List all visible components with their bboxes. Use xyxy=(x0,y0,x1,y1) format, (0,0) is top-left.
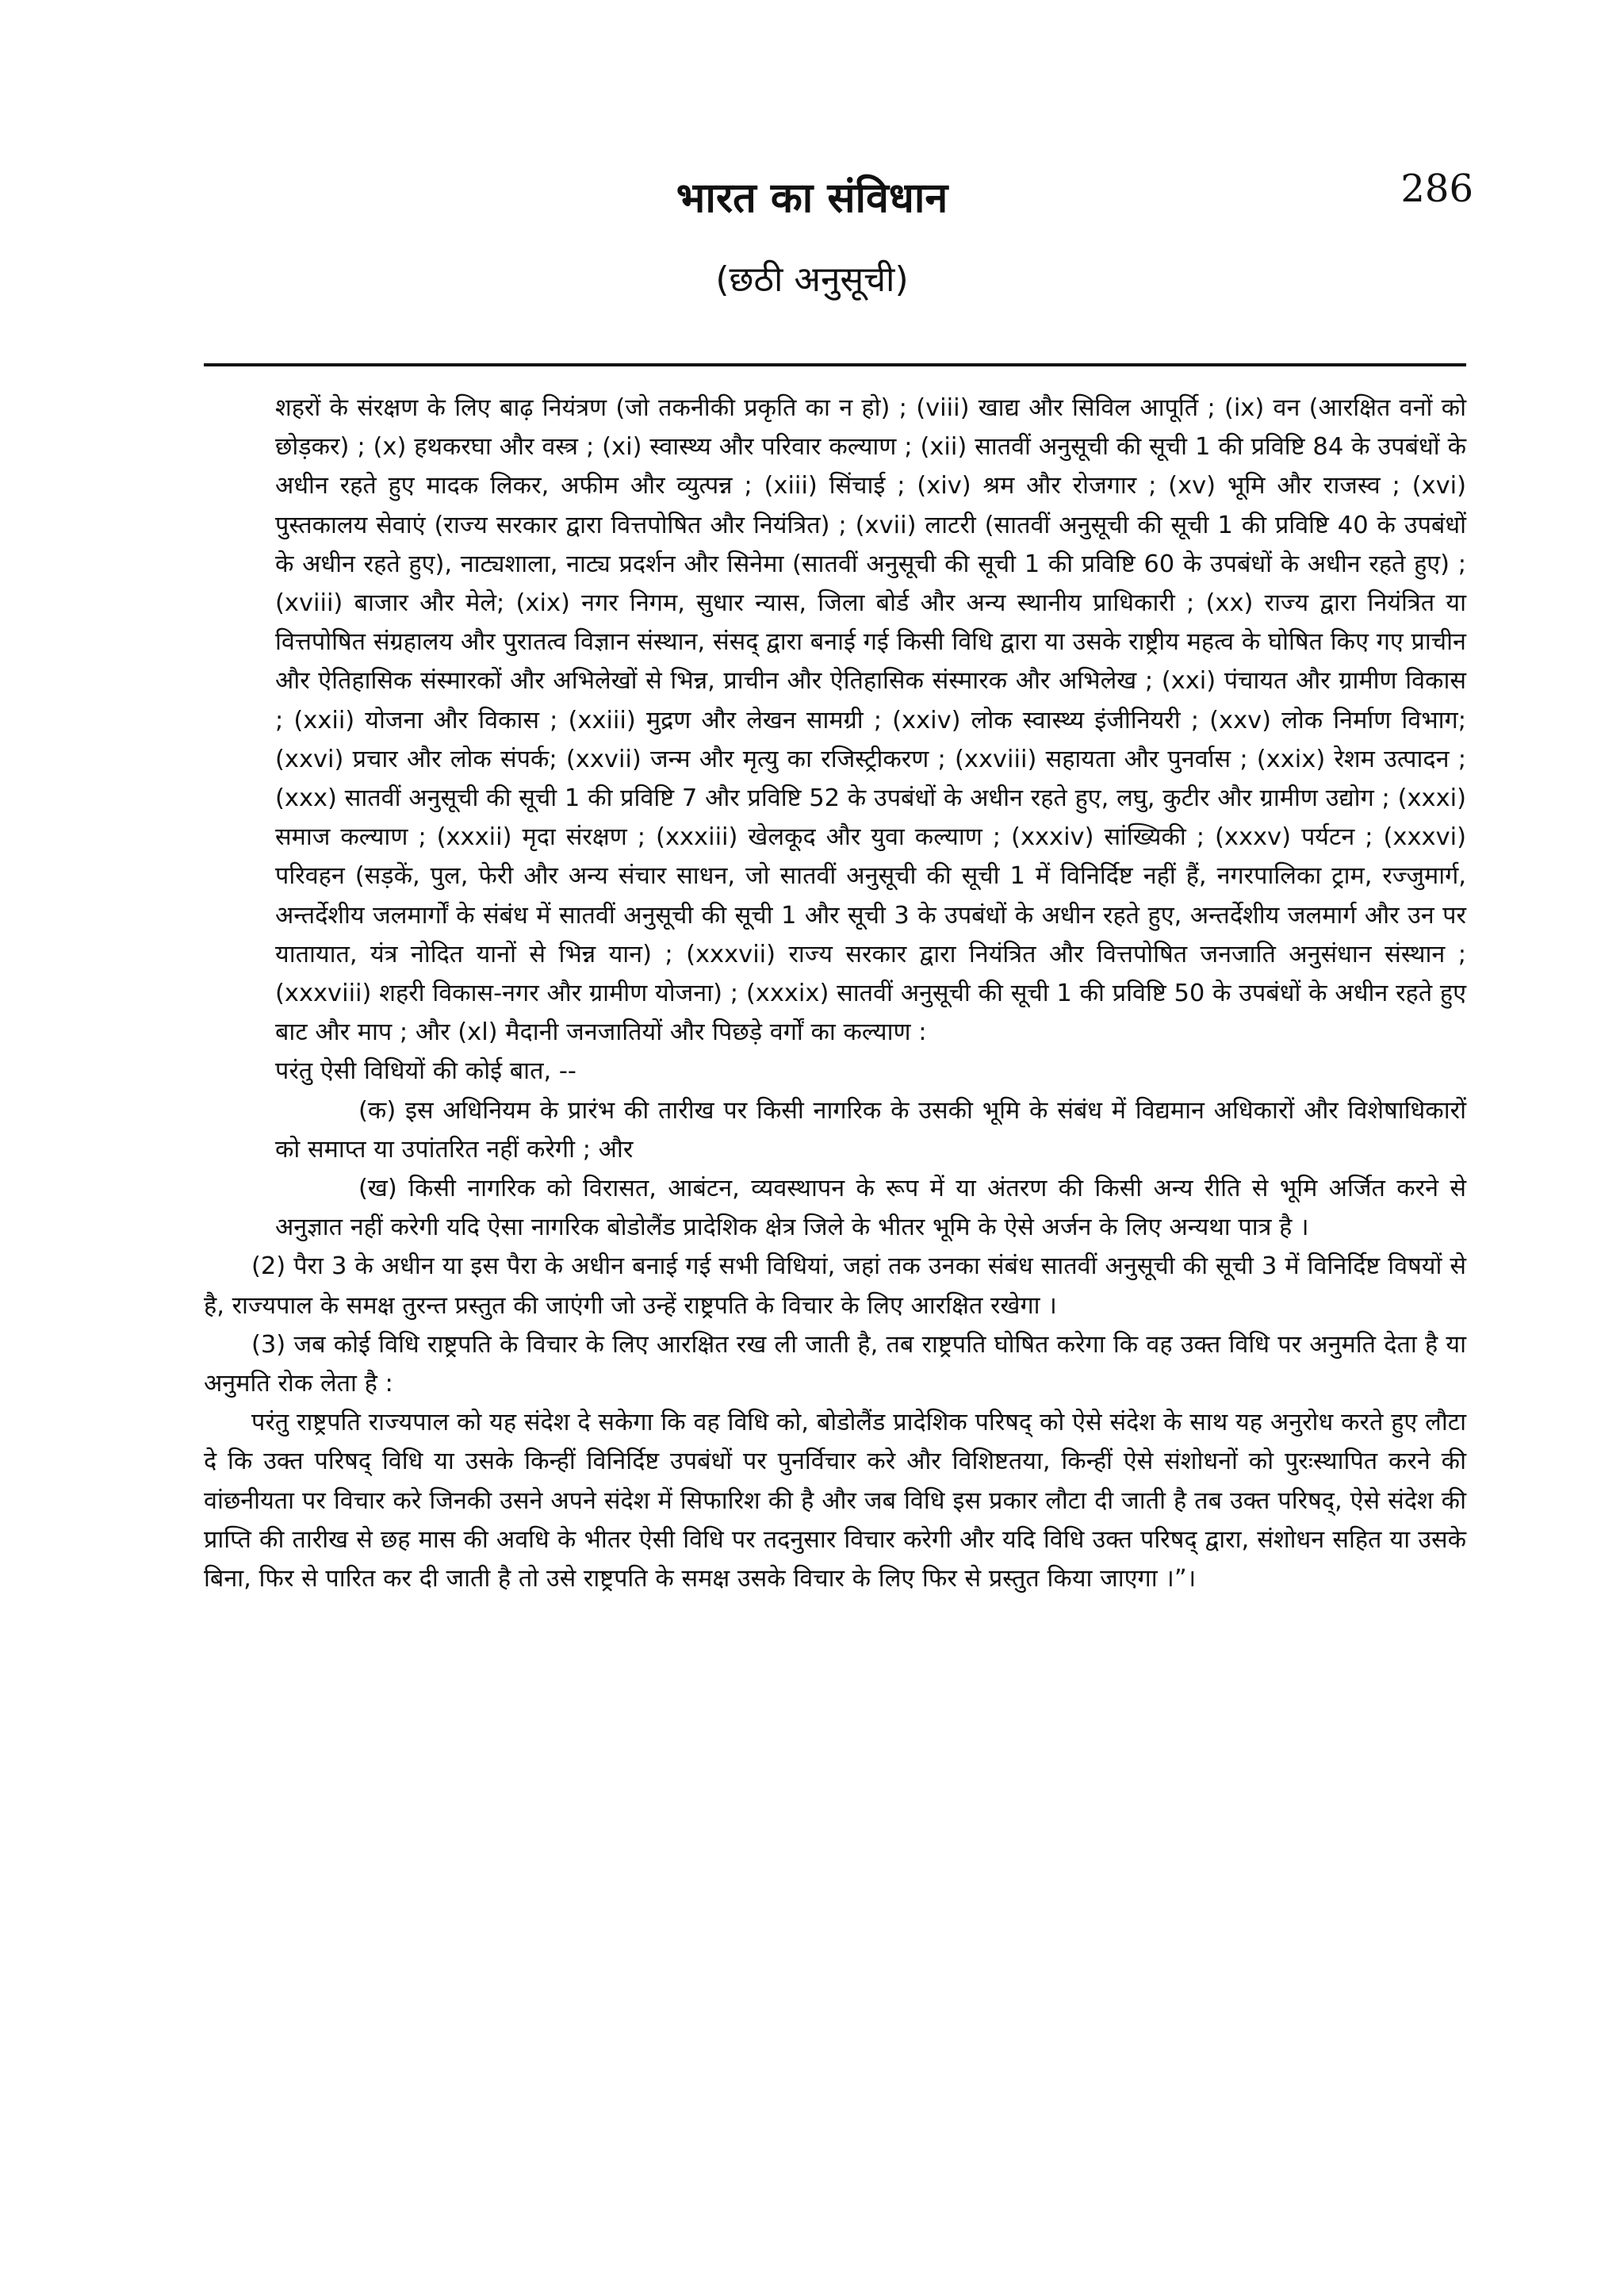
page-number: 286 xyxy=(1400,167,1473,211)
document-subtitle: (छठी अनुसूची) xyxy=(715,259,909,300)
document-body xyxy=(204,389,1466,1598)
paragraph-3-proviso: परंतु राष्ट्रपति राज्यपाल को यह संदेश दे सकेगा कि वह विधि को, बोडोलैंड प्रादेशिक परिषद् को ऐसे संदेश के साथ यह अनुरोध करते हुए लौटा दे कि उक्त परिषद् विधि या उसके किन्हीं विनिर्दिष्ट उपबंधों पर पुनर्विचार करे और विशिष्टतया, किन्हीं ऐसे संशोधनों को पुरःस्थापित करने की वांछनीयता पर विचार करे जिनकी उसने अपने संदेश में सिफारिश की है और जब विधि इस प्रकार लौटा दी जाती है तब उक्त परिषद्, ऐसे संदेश की प्राप्ति की तारीख से छह मास की अवधि के भीतर ऐसी विधि पर तदनुसार विचार करेगी और यदि विधि उक्त परिषद् द्वारा, संशोधन सहित या उसके बिना, फिर से पारित कर दी जाती है तो उसे राष्ट्रपति के समक्ष उसके विचार के लिए फिर से प्रस्तुत किया जाएगा ।”। xyxy=(204,1409,1466,1593)
clause-ka: (क) इस अधिनियम के प्रारंभ की तारीख पर किसी नागरिक के उसकी भूमि के संबंध में विद्यमान अधिकारों और विशेषाधिकारों को समाप्त या उपांतरित नहीं करेगी ; और xyxy=(275,1096,1466,1164)
list-continuation-paragraph: शहरों के संरक्षण के लिए बाढ़ नियंत्रण (जो तकनीकी प्रकृति का न हो) ; (viii) खाद्य और सिविल आपूर्ति ; (ix) वन (आरक्षित वनों को छोड़कर) ; (x) हथकरघा और वस्त्र ; (xi) स्वास्थ्य और परिवार कल्याण ; (xii) सातवीं अनुसूची की सूची 1 की प्रविष्टि 84 के उपबंधों के अधीन रहते हुए मादक लिकर, अफीम और व्युत्पन्न ; (xiii) सिंचाई ; (xiv) श्रम और रोजगार ; (xv) भूमि और राजस्व ; (xvi) पुस्तकालय सेवाएं (राज्य सरकार द्वारा वित्तपोषित और नियंत्रित) ; (xvii) लाटरी (सातवीं अनुसूची की सूची 1 की प्रविष्टि 40 के उपबंधों के अधीन रहते हुए), नाट्यशाला, नाट्य प्रदर्शन और सिनेमा (सातवीं अनुसूची की सूची 1 की प्रविष्टि 60 के उपबंधों के अधीन रहते हुए) ; (xviii) बाजार और मेले; (xix) नगर निगम, सुधार न्यास, जिला बोर्ड और अन्य स्थानीय प्राधिकारी ; (xx) राज्य द्वारा नियंत्रित या वित्तपोषित संग्रहालय और पुरातत्व विज्ञान संस्थान, संसद् द्वारा बनाई गई किसी विधि द्वारा या उसके राष्ट्रीय महत्व के घोषित किए गए प्राचीन और ऐतिहासिक संस्मारकों और अभिलेखों से भिन्न, प्राचीन और ऐतिहासिक संस्मारक और अभिलेख ; (xxi) पंचायत और ग्रामीण विकास ; (xxii) योजना और विकास ; (xxiii) मुद्रण और लेखन सामग्री ; (xxiv) लोक स्वास्थ्य इंजीनियरी ; (xxv) लोक निर्माण विभाग; (xxvi) प्रचार और लोक संपर्क; (xxvii) जन्म और मृत्यु का रजिस्ट्रीकरण ; (xxviii) सहायता और पुनर्वास ; (xxix) रेशम उत्पादन ; (xxx) सातवीं अनुसूची की सूची 1 की प्रविष्टि 7 और प्रविष्टि 52 के उपबंधों के अधीन रहते हुए, लघु, कुटीर और ग्रामीण उद्योग ; (xxxi) समाज कल्याण ; (xxxii) मृदा संरक्षण ; (xxxiii) खेलकूद और युवा कल्याण ; (xxxiv) सांख्यिकी ; (xxxv) पर्यटन ; (xxxvi) परिवहन (सड़कें, पुल, फेरी और अन्य संचार साधन, जो सातवीं अनुसूची की सूची 1 में विनिर्दिष्ट नहीं हैं, नगरपालिका ट्राम, रज्जुमार्ग, अन्तर्देशीय जलमार्गों के संबंध में सातवीं अनुसूची की सूची 1 और सूची 3 के उपबंधों के अधीन रहते हुए, अन्तर्देशीय जलमार्ग और उन पर यातायात, यंत्र नोदित यानों से भिन्न यान) ; (xxxvii) राज्य सरकार द्वारा नियंत्रित और वित्तपोषित जनजाति अनुसंधान संस्थान ; (xxxviii) शहरी विकास-नगर और ग्रामीण योजना) ; (xxxix) सातवीं अनुसूची की सूची 1 की प्रविष्टि 50 के उपबंधों के अधीन रहते हुए बाट और माप ; और (xl) मैदानी जनजातियों और पिछड़े वर्गों का कल्याण : xyxy=(275,394,1466,1047)
header-divider xyxy=(204,363,1466,366)
paragraph-2: (2) पैरा 3 के अधीन या इस पैरा के अधीन बनाई गई सभी विधियां, जहां तक उनका संबंध सातवीं अनुसूची की सूची 3 में विनिर्दिष्ट विषयों से है, राज्यपाल के समक्ष तुरन्त प्रस्तुत की जाएंगी जो उन्हें राष्ट्रपति के विचार के लिए आरक्षित रखेगा । xyxy=(204,1252,1466,1320)
page-header xyxy=(0,171,1624,304)
document-title: भारत का संविधान xyxy=(676,174,948,222)
paragraph-3: (3) जब कोई विधि राष्ट्रपति के विचार के लिए आरक्षित रख ली जाती है, तब राष्ट्रपति घोषित करेगा कि वह उक्त विधि पर अनुमति देता है या अनुमति रोक लेता है : xyxy=(204,1330,1466,1398)
clause-kha: (ख) किसी नागरिक को विरासत, आबंटन, व्यवस्थापन के रूप में या अंतरण की किसी अन्य रीति से भूमि अर्जित करने से अनुज्ञात नहीं करेगी यदि ऐसा नागरिक बोडोलैंड प्रादेशिक क्षेत्र जिले के भीतर भूमि के ऐसे अर्जन के लिए अन्यथा पात्र है । xyxy=(275,1175,1466,1242)
proviso-intro: परंतु ऐसी विधियों की कोई बात, -- xyxy=(275,1057,576,1086)
